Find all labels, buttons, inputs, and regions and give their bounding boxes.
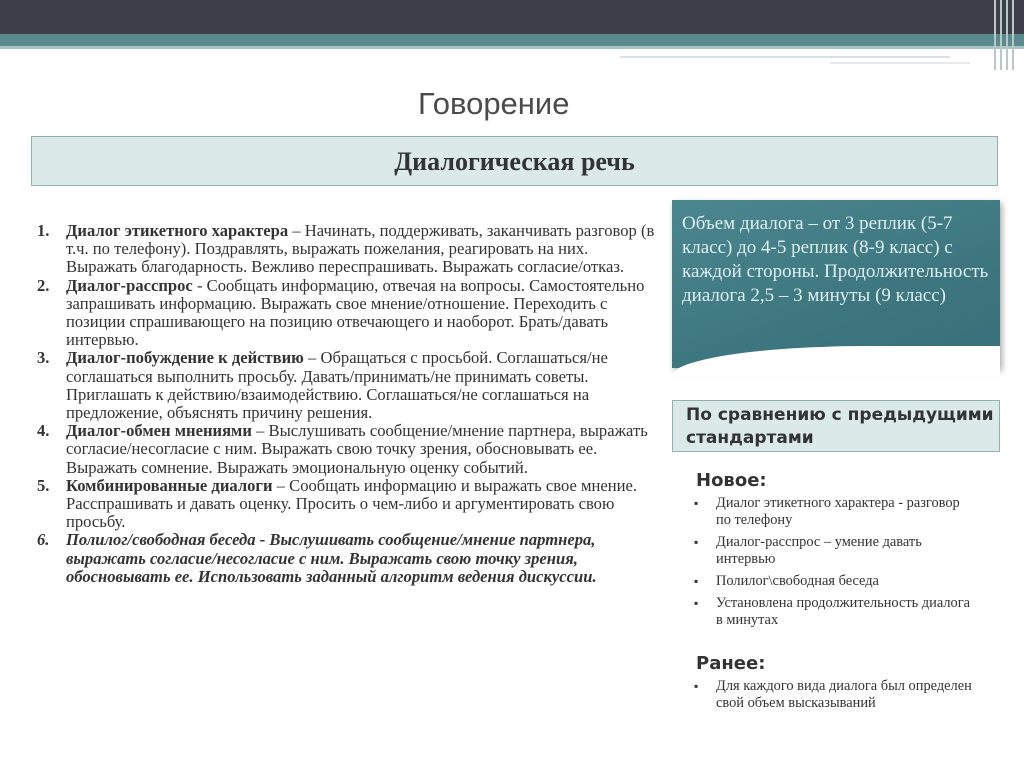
list-item-title: Диалог-обмен мнениями bbox=[66, 421, 252, 441]
list-number: 5. bbox=[37, 475, 50, 495]
list-item bbox=[37, 422, 657, 477]
list-item bbox=[37, 477, 657, 532]
section-banner bbox=[31, 136, 998, 186]
list-item-title: Диалог-расспрос bbox=[66, 275, 193, 295]
dialog-volume-callout bbox=[672, 200, 1000, 368]
list-item bbox=[37, 349, 657, 422]
list-item bbox=[694, 495, 974, 529]
list-item-text: – Начинать, поддерживать, заканчивать разговор (в т.ч. по телефону). Поздравлять, выражать пожелания, реагировать на них. Выражать благодарность. Вежливо переспрашивать. Выражать согласие/отказ. bbox=[66, 221, 655, 277]
list-item-text: Диалог-расспрос – умение давать интервью bbox=[716, 534, 922, 567]
decor-line bbox=[830, 62, 970, 64]
list-item bbox=[694, 678, 974, 712]
decor-line bbox=[620, 56, 950, 58]
list-number: 2. bbox=[37, 275, 50, 295]
list-item-text: – Выслушивать сообщение/мнение партнера, выражать согласие/несогласие с ним. Выражать свою точку зрения, обосновывать ее. Выражать сомнение. Выражать эмоциональную оценку событий. bbox=[66, 421, 648, 477]
list-item bbox=[694, 573, 974, 590]
top-stripe bbox=[0, 34, 1024, 46]
new-section-title: Новое: bbox=[696, 470, 767, 491]
bullet-icon: ▪ bbox=[694, 596, 699, 610]
decor-vertical-lines bbox=[994, 0, 1016, 70]
list-item bbox=[37, 531, 657, 586]
top-stripe-light bbox=[0, 46, 1024, 49]
bullet-icon: ▪ bbox=[694, 496, 699, 510]
list-item-text: Полилог\свободная беседа bbox=[716, 573, 879, 589]
list-number: 1. bbox=[37, 221, 50, 240]
list-item bbox=[37, 222, 657, 277]
list-item-text: – Сообщать информацию и выражать свое мнение. Расспрашивать и давать оценку. Просить о чем-либо и аргументировать свою просьбу. bbox=[66, 475, 637, 532]
list-item-title: Полилог/свободная беседа - Выслушивать сообщение/мнение партнера, выражать согласие/несогласие с ним. Выражать свою точку зрения, обосновывать ее. Использовать заданный алгоритм ведения дискуссии. bbox=[66, 530, 597, 586]
comparison-box: По сравнению с предыдущими стандартами bbox=[672, 400, 1000, 452]
list-item-text: - Сообщать информацию, отвечая на вопросы. Самостоятельно запрашивать информацию. Выражать свое мнение/отношение. Переходить с позиции спрашивающего на позицию отвечающего и наоборот. Брать/давать интервью. bbox=[66, 275, 645, 350]
bullet-icon: ▪ bbox=[694, 535, 699, 549]
dialog-volume-text: Объем диалога – от 3 реплик (5-7 класс) до 4-5 реплик (8-9 класс) с каждой стороны. Продолжительность диалога 2,5 – 3 минуты (9 класс) bbox=[682, 213, 989, 306]
before-section-title: Ранее: bbox=[696, 653, 766, 674]
new-items-list bbox=[694, 495, 974, 634]
list-item-text: – Обращаться с просьбой. Соглашаться/не соглашаться выполнить просьбу. Давать/принимать/не принимать советы. Приглашать к действию/взаимодействию. Соглашаться/не соглашаться на предложение, объяснять причину решения. bbox=[66, 348, 608, 423]
list-item-title: Диалог-побуждение к действию bbox=[66, 348, 304, 368]
list-item bbox=[694, 534, 974, 568]
list-number: 4. bbox=[37, 421, 50, 441]
page-title: Говорение bbox=[418, 86, 570, 121]
list-item-text: Диалог этикетного характера - разговор по телефону bbox=[716, 495, 960, 528]
list-item-title: Диалог этикетного характера bbox=[66, 221, 289, 240]
list-item-text: Установлена продолжительность диалога в минутах bbox=[716, 595, 970, 628]
list-item-text: Для каждого вида диалога был определен свой объем высказываний bbox=[716, 678, 972, 711]
bullet-icon: ▪ bbox=[694, 679, 699, 693]
top-bar bbox=[0, 0, 1024, 34]
list-item bbox=[37, 277, 657, 350]
list-number: 6. bbox=[37, 530, 50, 550]
dialog-types-list bbox=[37, 222, 657, 586]
section-banner-text: Диалогическая речь bbox=[394, 147, 635, 176]
list-item-title: Комбинированные диалоги bbox=[66, 475, 273, 495]
bullet-icon: ▪ bbox=[694, 574, 699, 588]
list-number: 3. bbox=[37, 348, 50, 368]
before-items-list bbox=[694, 678, 974, 717]
list-item bbox=[694, 595, 974, 629]
